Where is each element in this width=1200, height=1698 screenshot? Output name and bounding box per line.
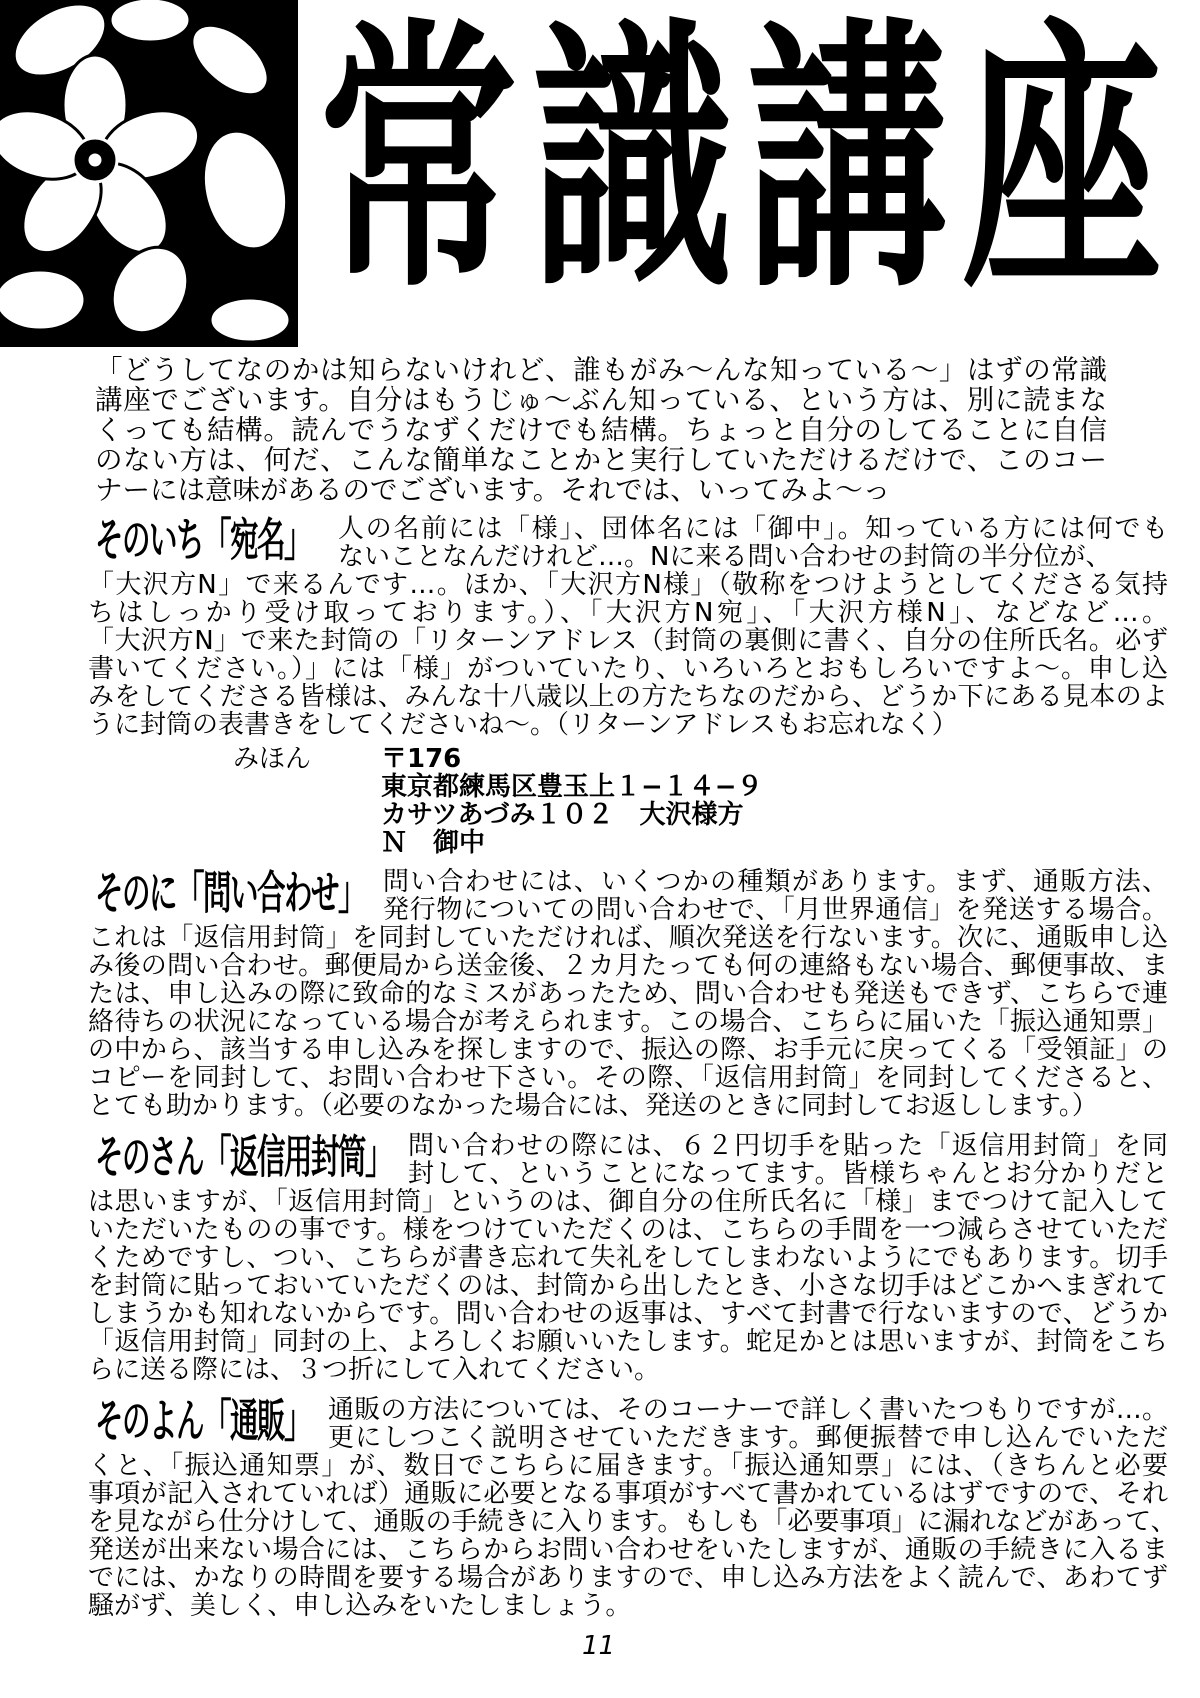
text-line: 騒がず、美しく、申し込みをいたしましょう。	[88, 1591, 632, 1621]
address-line: 東京都練馬区豊玉上１−１４−９	[381, 772, 763, 802]
text-line: しまうかも知れないからです。問い合わせの返事は、すべて封書で行ないますので、どうか	[88, 1299, 1168, 1329]
title-char: 常	[318, 0, 515, 327]
text-line: ちはしっかり受け取っております。）、「大沢方N宛」、「大沢方様N」、などなど…。	[88, 598, 1168, 628]
flower-illustration	[0, 0, 298, 347]
text-line: を見ながら仕分けして、通販の手続きに入ります。もしも「必要事項」に漏れなどがあって、	[88, 1507, 1177, 1537]
text-line: ないことなんだけれど…。Nに来る問い合わせの封筒の半分位が、	[338, 542, 1112, 572]
text-line: みをしてくださる皆様は、みんな十八歳以上の方たちなのだから、どうか下にある見本のよ	[88, 682, 1168, 712]
text-line: ナーには意味があるのでございます。それでは、いってみよ〜っ	[95, 474, 891, 506]
text-line: くためですし、つい、こちらが書き忘れて失礼をしてしまわないようにでもあります。切手	[88, 1243, 1168, 1273]
text-line: うに封筒の表書きをしてくださいね〜。（リターンアドレスもお忘れなく）	[88, 710, 958, 740]
intro-paragraph	[95, 355, 1107, 505]
text-line: の中から、該当する申し込みを探しますので、振込の際、お手元に戻ってくる「受領証」の	[88, 1035, 1168, 1065]
section-1-body	[88, 515, 1168, 739]
text-line: 「大沢方N」で来るんです…。ほか、「大沢方N様」（敬称をつけようとしてくださる気持	[88, 570, 1168, 600]
text-line: コピーを同封して、お問い合わせ下さい。その際、「返信用封筒」を同封してくださると、	[88, 1063, 1168, 1093]
text-line: とても助かります。（必要のなかった場合には、発送のときに同封してお返しします。）	[88, 1091, 1098, 1121]
text-line: 「どうしてなのかは知らないけれど、誰もがみ〜んな知っている〜」はずの常識	[95, 354, 1107, 386]
text-line: たは、申し込みの際に致命的なミスがあったため、問い合わせも発送もできず、こちらで連	[88, 979, 1168, 1009]
sample-label: みほん	[233, 744, 312, 774]
text-line: を封筒に貼っておいていただくのは、封筒から出したとき、小さな切手はどこかへまぎれて	[88, 1271, 1168, 1301]
title-char: 座	[961, 0, 1158, 327]
text-line: らに送る際には、３つ折にして入れてください。	[88, 1355, 661, 1385]
section-heading: そのさん「返信用封筒」	[95, 1130, 393, 1184]
page-number: 11	[582, 1631, 616, 1661]
section-heading: そのよん「通販」	[95, 1394, 312, 1448]
text-line: のない方は、何だ、こんな簡単なことかと実行していただけるだけで、このコー	[95, 444, 1107, 476]
text-line: これは「返信用封筒」を同封していただければ、順次発送を行ないます。次に、通販申し込	[88, 923, 1168, 953]
section-2-body	[88, 868, 1168, 1120]
text-line: くと、「振込通知票」が、数日でこちらに届きます。「振込通知票」には、（きちんと必要	[88, 1451, 1168, 1481]
text-line: み後の問い合わせ。郵便局から送金後、２カ月たっても何の連絡もない場合、郵便事故、ま	[88, 951, 1168, 981]
section-heading: そのいち「宛名」	[95, 513, 312, 567]
text-line: 講座でございます。自分はもうじゅ〜ぶん知っている、という方は、別に読まな	[95, 384, 1107, 416]
text-line: 事項が記入されていれば）通販に必要となる事項がすべて書かれているはずですので、それ	[88, 1479, 1168, 1509]
text-line: 発行物についての問い合わせで、「月世界通信」を発送する場合。	[383, 895, 1168, 925]
section-3-body	[88, 1132, 1168, 1384]
address-line: カサツあづみ１０２ 大沢様方	[381, 800, 744, 830]
text-line: でには、かなりの時間を要する場合がありますので、申し込み方法をよく読んで、あわてず	[88, 1563, 1168, 1593]
text-line: 更にしつこく説明させていただきます。郵便振替で申し込んでいただ	[328, 1423, 1168, 1453]
text-line: 「大沢方N」で来た封筒の「リターンアドレス（封筒の裏側に書く、自分の住所氏名。必ず	[88, 626, 1168, 656]
text-line: くっても結構。読んでうなずくだけでも結構。ちょっと自分のしてることに自信	[95, 414, 1107, 446]
text-line: 問い合わせの際には、６２円切手を貼った「返信用封筒」を同	[408, 1131, 1168, 1161]
text-line: 封して、ということになってます。皆様ちゃんとお分かりだと	[408, 1159, 1168, 1189]
section-heading: そのに「問い合わせ」	[95, 866, 366, 920]
page-title	[318, 0, 1158, 336]
text-line: は思いますが、「返信用封筒」というのは、御自分の住所氏名に「様」までつけて記入して	[88, 1187, 1168, 1217]
text-line: 書いてください。）」には「様」がついていたり、いろいろとおもしろいですよ〜。申し込	[88, 654, 1168, 684]
title-char: 講	[747, 0, 944, 327]
text-line: 絡待ちの状況になっている場合が考えられます。この場合、こちらに届いた「振込通知票」	[88, 1007, 1168, 1037]
text-line: 発送が出来ない場合には、こちらからお問い合わせをいたしますが、通販の手続きに入るま	[88, 1535, 1168, 1565]
address-line: 〒176	[381, 744, 462, 774]
text-line: 「返信用封筒」同封の上、よろしくお願いいたします。蛇足かとは思いますが、封筒をこち	[88, 1327, 1168, 1357]
text-line: いただいたものの事です。様をつけていただくのは、こちらの手間を一つ減らさせていただ	[88, 1215, 1168, 1245]
address-line: Ｎ 御中	[381, 828, 486, 858]
text-line: 問い合わせには、いくつかの種類があります。まず、通販方法、	[383, 867, 1168, 897]
title-char: 識	[532, 0, 729, 327]
text-line: 通販の方法については、そのコーナーで詳しく書いたつもりですが…。	[328, 1395, 1168, 1425]
section-4-body	[88, 1395, 1177, 1621]
text-line: 人の名前には「様」、団体名には「御中」。知っている方には何でも	[338, 514, 1168, 544]
